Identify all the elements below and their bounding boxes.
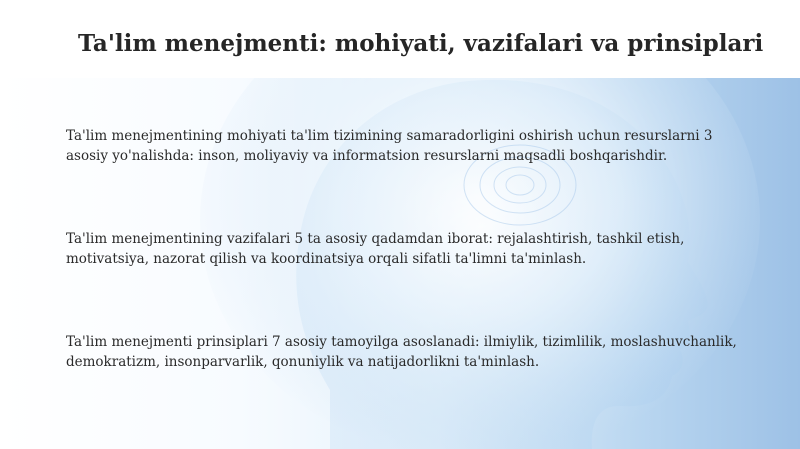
slide-title: Ta'lim menejmenti: mohiyati, vazifalari va prinsiplari — [78, 30, 764, 57]
paragraph-essence: Ta'lim menejmentining mohiyati ta'lim tizimining samaradorligini oshirish uchun resurslarni 3 asosiy yo'nalishda: inson, moliyaviy va informatsion resurslarni maqsadli boshqarishdir. — [66, 128, 713, 164]
paragraph-principles: Ta'lim menejmenti prinsiplari 7 asosiy tamoyilga asoslanadi: ilmiylik, tizimlilik, moslashuvchanlik, demokratizm, insonparvarlik, qonuniylik va natijadorlikni ta'minlash. — [66, 334, 737, 370]
paragraph-tasks: Ta'lim menejmentining vazifalari 5 ta asosiy qadamdan iborat: rejalashtirish, tashkil etish, motivatsiya, nazorat qilish va koordinatsiya orqali sifatli ta'limni ta'minlash. — [66, 231, 685, 267]
